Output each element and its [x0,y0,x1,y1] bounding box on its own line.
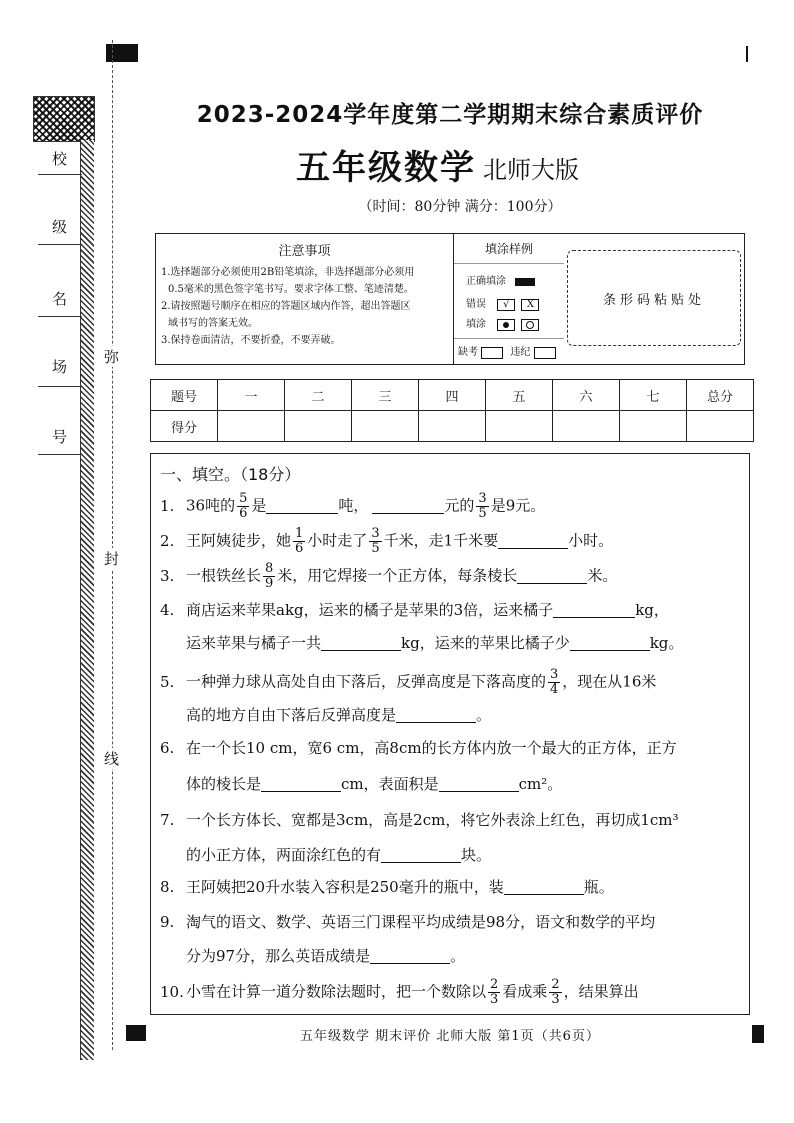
score-input-cell[interactable] [553,411,620,442]
notice-item: 0.5毫米的黑色签字笔书写。要求字体工整、笔迹清楚。 [168,284,414,295]
answer-blank[interactable] [261,775,341,792]
question-text: 王阿姨徒步，她 [186,531,292,550]
fill-sample-title: 填涂样例 [454,240,564,264]
side-label-room: 场 [52,358,68,376]
fraction: $\frac{3}{5}$ [478,491,487,521]
score-input-cell[interactable] [419,411,486,442]
score-input-cell[interactable] [486,411,553,442]
question-text: 在一个长10 cm，宽6 cm，高8cm的长方体内放一个最大的正方体，正方 [186,739,677,757]
answer-blank[interactable] [372,497,444,514]
score-input-cell[interactable] [285,411,352,442]
question-text: 瓶。 [583,878,614,896]
correct-fill-label: 正确填涂 [466,276,506,287]
score-input-cell[interactable] [218,411,285,442]
fraction: $\frac{5}{6}$ [239,491,248,521]
answer-blank[interactable] [396,706,476,723]
question-text: 。 [476,706,492,724]
answer-blank[interactable] [517,567,587,584]
question-9 [160,912,655,932]
score-table-header-row [151,380,754,411]
question-5 [160,668,656,697]
score-input-cell[interactable] [620,411,687,442]
registration-mark-top-right [746,46,748,62]
question-6 [160,738,677,758]
question-9-line-2 [186,946,465,966]
dot-mark-box [497,319,515,331]
question-text: kg，运来的苹果比橘子少 [401,634,570,652]
page-footer: 五年级数学 期末评价 北师大版 第1页（共6页） [300,1029,600,1044]
question-8 [160,877,614,897]
question-text: 看成乘 [502,982,548,1001]
answer-blank[interactable] [498,532,568,549]
question-number: 3. [160,566,175,585]
question-6-line-2 [186,774,562,794]
question-text: 王阿姨把20升水装入容积是250毫升的瓶中，装 [186,878,504,896]
question-text: 元的 [444,496,475,515]
question-text: 块。 [461,846,492,864]
violation-box[interactable] [534,347,556,359]
absent-label: 缺考 [458,347,478,358]
question-text: 小时。 [568,531,614,550]
question-text: 淘气的语文、数学、英语三门课程平均成绩是98分，语文和数学的平均 [186,913,656,931]
time-info: （时间：80分钟 满分：100分） [358,199,562,215]
answer-blank[interactable] [553,601,635,618]
fraction: $\frac{3}{5}$ [371,526,380,556]
question-number: 2. [160,531,175,550]
registration-mark-bottom-right [752,1025,764,1043]
correct-fill-mark [515,278,535,286]
fill-sample-panel [454,234,564,364]
question-text: 高的地方自由下落后反弹高度是 [186,706,397,724]
score-table-cell: 四 [419,380,486,411]
question-number: 9. [160,913,175,931]
question-text: 是9元。 [490,496,546,515]
question-number: 4. [160,601,175,619]
question-text: 吨， [338,496,369,515]
question-text: 一根铁丝长 [186,566,262,585]
question-4 [160,600,669,620]
score-table-cell: 一 [218,380,285,411]
question-text: 商店运来苹果akg，运来的橘子是苹果的3倍，运来橘子 [186,601,554,619]
question-7-line-2 [186,845,491,865]
score-table-cell: 题号 [151,380,218,411]
answer-blank[interactable] [381,846,461,863]
fraction: $\frac{8}{9}$ [265,561,274,591]
question-number: 6. [160,739,175,757]
question-5-line-2 [186,705,491,725]
barcode-area: 条形码粘贴处 [567,250,741,346]
score-input-cell[interactable] [687,411,754,442]
question-text: 36吨的 [186,496,236,515]
answer-blank[interactable] [321,634,401,651]
exam-edition: 北师大版 [483,156,579,184]
fraction: $\frac{1}{6}$ [295,526,304,556]
question-text: 一个长方体长、宽都是3cm，高是2cm，将它外表涂上红色，再切成1cm³ [186,811,679,829]
question-2 [160,527,613,556]
question-text: 米。 [587,566,618,585]
question-3 [160,562,617,591]
notice-panel [156,234,454,364]
question-text: 是 [251,496,267,515]
answer-blank[interactable] [370,947,450,964]
binding-hatch-strip [80,140,94,1060]
absent-box[interactable] [481,347,503,359]
answer-blank[interactable] [266,497,338,514]
score-table-score-row [151,411,754,442]
question-text: 米，用它焊接一个正方体，每条棱长 [277,566,518,585]
question-number: 7. [160,811,175,829]
question-text: 千米，走1千米要 [383,531,499,550]
side-line [38,174,82,175]
score-input-cell[interactable] [352,411,419,442]
seal-label-feng: 封 [104,550,120,568]
question-text: 体的棱长是 [186,775,262,793]
question-1 [160,492,545,521]
exam-title: 2023-2024学年度第二学期期末综合素质评价 [196,102,704,128]
side-label-class: 级 [52,218,68,236]
exam-subject: 五年级数学 [296,148,476,188]
question-text: kg。 [649,634,684,652]
score-table-cell: 总分 [687,380,754,411]
score-table-cell: 得分 [151,411,218,442]
score-table-cell: 七 [620,380,687,411]
wrong-fill-label-2: 填涂 [466,319,486,330]
side-line [38,454,82,455]
question-text: kg， [635,601,669,619]
score-table-cell: 五 [486,380,553,411]
question-number: 10. [160,982,184,1001]
notice-item: 1.选择题部分必须使用2B铅笔填涂，非选择题部分必须用 [161,267,415,278]
side-line [38,316,82,317]
side-label-name: 名 [52,290,68,308]
wrong-fill-label: 错误 [466,299,486,310]
question-text: cm，表面积是 [341,775,439,793]
question-text: 运来苹果与橘子一共 [186,634,322,652]
question-text: ，现在从16米 [562,672,657,691]
notice-item: 3.保持卷面清洁，不要折叠，不要弄破。 [161,335,341,346]
question-text: 分为97分，那么英语成绩是 [186,947,371,965]
binding-hatch-block [33,96,95,142]
question-text: 小时走了 [307,531,368,550]
question-text: 一种弹力球从高处自由下落后，反弹高度是下落高度的 [186,672,547,691]
seal-label-mi: 弥 [104,348,120,366]
seal-label-xian: 线 [104,750,120,768]
question-text: 。 [450,947,466,965]
answer-blank[interactable] [439,775,519,792]
x-mark-box: X [521,299,539,311]
score-table [150,379,754,442]
section-heading: 一、填空。（18分） [160,465,301,484]
notice-box [155,233,745,365]
seal-dashed-line [112,40,113,1050]
fraction: $\frac{2}{3}$ [551,977,560,1007]
score-table-cell: 二 [285,380,352,411]
score-table-cell: 三 [352,380,419,411]
question-number: 5. [160,672,175,691]
registration-mark-bottom-left [126,1025,146,1041]
question-10 [160,978,639,1007]
fraction: $\frac{2}{3}$ [490,977,499,1007]
question-text: 的小正方体，两面涂红色的有 [186,846,382,864]
fraction: $\frac{3}{4}$ [550,667,559,697]
side-label-school: 校 [52,150,68,168]
answer-blank[interactable] [570,634,650,651]
question-text: 小雪在计算一道分数除法题时，把一个数除以 [186,982,487,1001]
question-text: ，结果算出 [563,982,639,1001]
notice-item: 2.请按照题号顺序在相应的答题区域内作答，超出答题区 [161,301,411,312]
notice-title: 注意事项 [278,244,331,259]
check-mark-box: √ [497,299,515,311]
question-7 [160,810,679,830]
question-text: cm²。 [518,775,563,793]
question-number: 1. [160,496,175,515]
notice-item: 域书写的答案无效。 [168,318,258,329]
side-line [38,386,82,387]
answer-blank[interactable] [504,878,584,895]
violation-label: 违纪 [510,347,531,358]
side-label-number: 号 [52,428,68,446]
side-line [38,244,82,245]
circle-mark-box [521,319,539,331]
score-table-cell: 六 [553,380,620,411]
question-number: 8. [160,878,175,896]
question-4-line-2 [186,633,683,653]
registration-mark-top-left [106,44,138,62]
